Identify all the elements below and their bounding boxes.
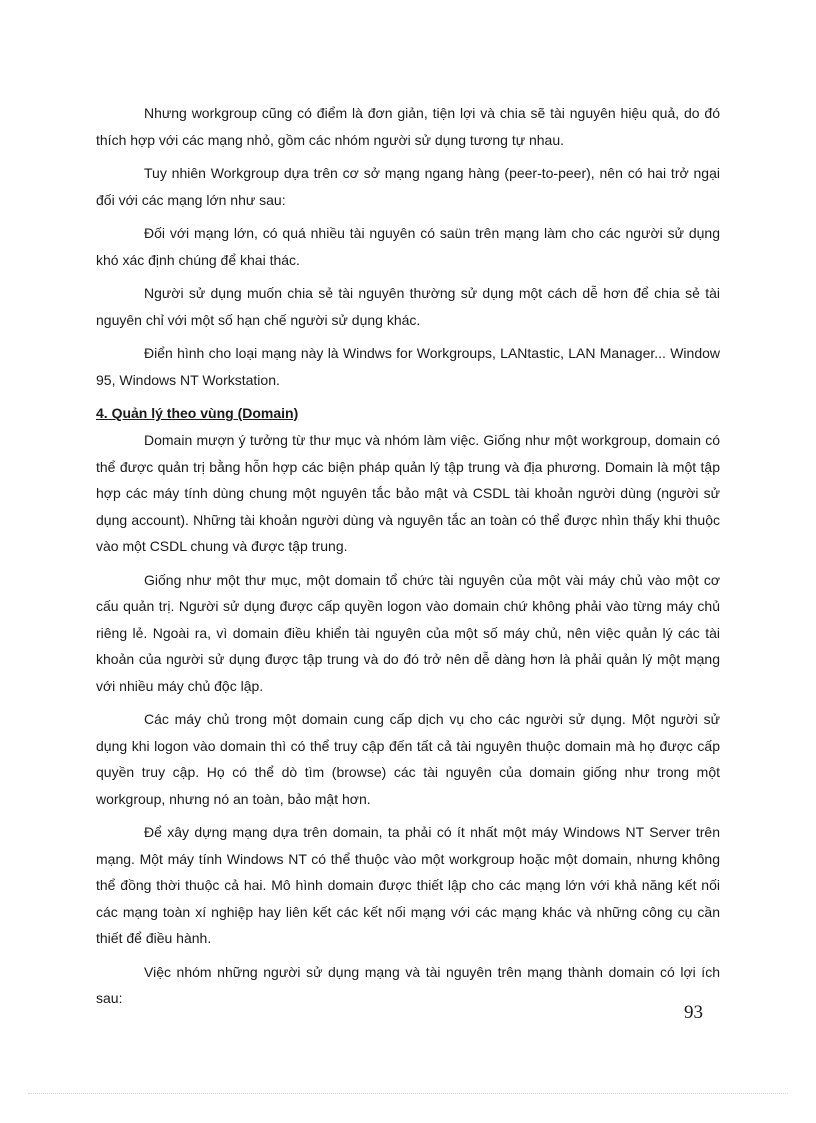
paragraph-workgroup-advantages: Nhưng workgroup cũng có điểm là đơn giản, tiện lợi và chia sẽ tài nguyên hiệu quả, do đó thích hợp với các mạng nhỏ, gồm các nhóm người sử dụng tương tự nhau. (96, 105, 720, 148)
page-number: 93 (684, 1002, 703, 1023)
section-heading: 4. Quản lý theo vùng (Domain) (96, 405, 299, 421)
page-bottom-divider (28, 1093, 788, 1094)
paragraph-obstacle-one: Đối với mạng lớn, có quá nhiều tài nguyên có saün trên mạng làm cho các người sử dụng khó xác định chúng để khai thác. (96, 225, 720, 268)
paragraph-workgroup-obstacles: Tuy nhiên Workgroup dựa trên cơ sở mạng ngang hàng (peer-to-peer), nên có hai trở ngại đối với các mạng lớn như sau: (96, 165, 720, 208)
paragraph-domain-structure: Giống như một thư mục, một domain tổ chức tài nguyên của một vài máy chủ vào một cơ cấu quản trị. Người sử dụng được cấp quyền logon vào domain chứ không phải vào từng máy chủ riêng lẻ. Ngoài ra, vì domain điều khiển tài nguyên của một số máy chủ, nên việc quản lý các tài khoản của người sử dụng được tập trung và do đó trở nên dễ dàng hơn là phải quản lý một mạng với nhiều máy chủ độc lập. (96, 571, 720, 694)
paragraph-domain-services: Các máy chủ trong một domain cung cấp dịch vụ cho các người sử dụng. Một người sử dụng khi logon vào domain thì có thể truy cập đến tất cả tài nguyên thuộc domain mà họ được cấp quyền truy cập. Họ có thể dò tìm (browse) các tài nguyên của domain giống như trong một workgroup, nhưng nó an toàn, bảo mật hơn. (96, 711, 720, 807)
paragraph-domain-definition: Domain mượn ý tưởng từ thư mục và nhóm làm việc. Giống như một workgroup, domain có thể được quản trị bằng hỗn hợp các biện pháp quản lý tập trung và địa phương. Domain là một tập hợp các máy tính dùng chung một nguyên tắc bảo mật và CSDL tài khoản người dùng (người sử dụng account). Những tài khoản người dùng và nguyên tắc an toàn có thể được nhìn thấy khi thuộc vào một CSDL chung và được tập trung. (96, 432, 720, 554)
paragraph-domain-benefits: Việc nhóm những người sử dụng mạng và tài nguyên trên mạng thành domain có lợi ích sau: (96, 963, 720, 1006)
paragraph-domain-requirements: Để xây dựng mạng dựa trên domain, ta phải có ít nhất một máy Windows NT Server trên mạng. Một máy tính Windows NT có thể thuộc vào một workgroup hoặc một domain, nhưng không thể đồng thời thuộc cả hai. Mô hình domain được thiết lập cho các mạng lớn với khả năng kết nối các mạng toàn xí nghiệp hay liên kết các kết nối mạng với các mạng khác và những công cụ cần thiết để điều hành. (96, 824, 720, 946)
paragraph-workgroup-examples: Điển hình cho loại mạng này là Windws for Workgroups, LANtastic, LAN Manager... Window 95, Windows NT Workstation. (96, 345, 720, 388)
document-page (96, 100, 720, 1019)
paragraph-obstacle-two: Người sử dụng muốn chia sẻ tài nguyên thường sử dụng một cách dễ hơn để chia sẻ tài nguyên chỉ với một số hạn chế người sử dụng khác. (96, 285, 720, 328)
